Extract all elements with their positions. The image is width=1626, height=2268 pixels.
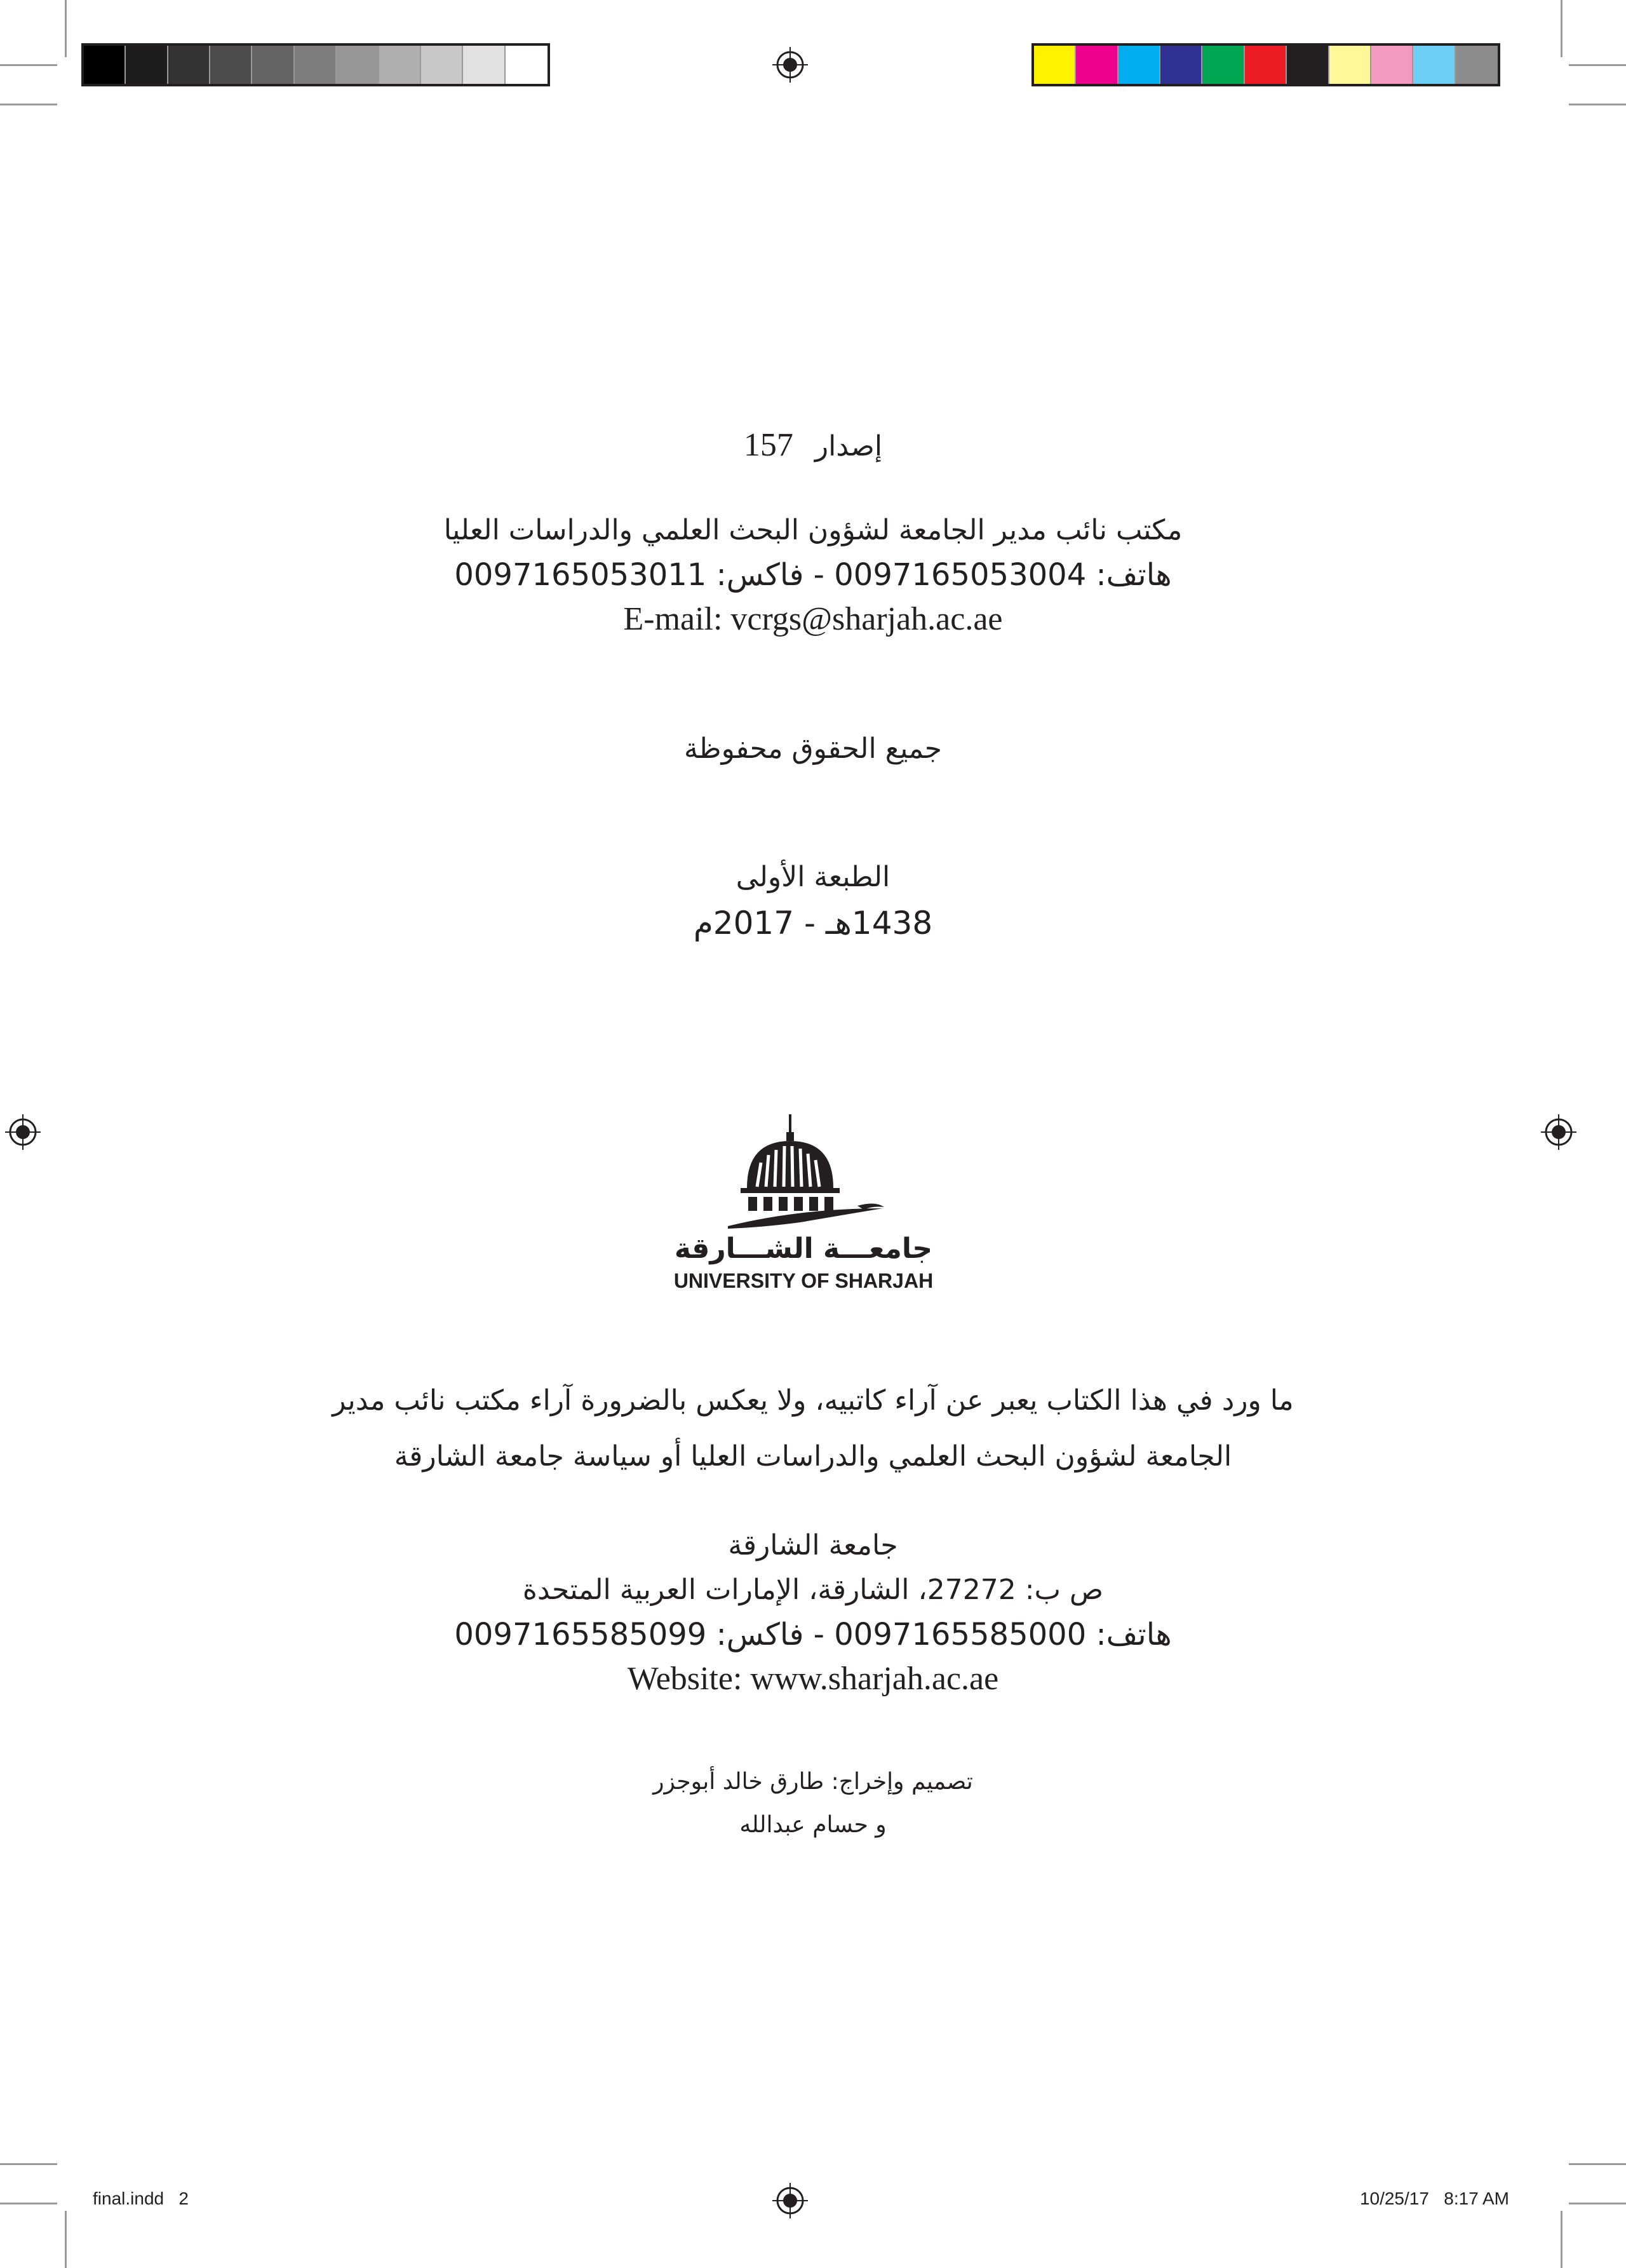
crop-mark-bottom-left-h (0, 2163, 57, 2165)
university-logo (654, 1113, 972, 1304)
crop-mark-top-right-h2 (1569, 104, 1626, 105)
crop-mark-top-right-v (1561, 0, 1562, 57)
disclaimer-line-2: الجامعة لشؤون البحث العلمي والدراسات العليا أو سياسة جامعة الشارقة (394, 1440, 1232, 1473)
office-phone-fax: هاتف: 0097165053004 - فاكس: 0097165053011 (454, 557, 1172, 593)
gray-swatch-1 (84, 46, 126, 84)
color-swatch-5 (1202, 46, 1244, 84)
color-swatch-bar (1031, 43, 1500, 86)
color-swatch-10 (1413, 46, 1455, 84)
logo-arabic-name: جامعـــة الشـــارقة (674, 1232, 933, 1265)
gray-swatch-2 (126, 46, 168, 84)
issue-line (0, 423, 1626, 469)
issue-label: إصدار (814, 430, 883, 462)
gray-swatch-9 (421, 46, 463, 84)
gray-swatch-11 (506, 46, 548, 84)
color-swatch-9 (1371, 46, 1413, 84)
university-pobox: ص ب: 27272، الشارقة، الإمارات العربية المتحدة (522, 1574, 1104, 1606)
gray-swatch-7 (337, 46, 379, 84)
registration-mark-right-icon (1541, 1114, 1576, 1150)
registration-mark-top-icon (772, 47, 808, 83)
university-name: جامعة الشارقة (728, 1529, 898, 1562)
office-name: مكتب نائب مدير الجامعة لشؤون البحث العلمي والدراسات العليا (443, 514, 1183, 546)
gray-swatch-4 (210, 46, 252, 84)
gray-swatch-3 (168, 46, 210, 84)
color-swatch-2 (1076, 46, 1118, 84)
slug-filename: final.indd 2 (93, 2189, 189, 2208)
color-swatch-7 (1287, 46, 1329, 84)
crop-mark-bottom-right-h2 (1569, 2203, 1626, 2204)
color-swatch-1 (1034, 46, 1076, 84)
crop-mark-bottom-right-v (1561, 2211, 1562, 2268)
university-phone-fax: هاتف: 0097165585000 - فاكس: 0097165585099 (454, 1617, 1172, 1652)
crop-mark-top-left-h2 (0, 104, 57, 105)
rights-reserved: جميع الحقوق محفوظة (683, 732, 943, 765)
crop-mark-top-right-h (1569, 64, 1626, 66)
logo-english-name: UNIVERSITY OF SHARJAH (673, 1269, 934, 1292)
edition-title: الطبعة الأولى (736, 861, 890, 893)
crop-mark-top-left-h (0, 64, 57, 66)
edition-date: 1438هـ - 2017م (693, 905, 933, 942)
slug-timestamp: 10/25/17 8:17 AM (1359, 2189, 1509, 2208)
color-swatch-6 (1245, 46, 1287, 84)
dome-icon (654, 1113, 972, 1234)
gray-swatch-8 (379, 46, 421, 84)
crop-mark-bottom-right-h (1569, 2163, 1626, 2165)
crop-mark-bottom-left-h2 (0, 2203, 57, 2204)
crop-mark-bottom-left-v (65, 2211, 67, 2268)
color-swatch-11 (1456, 46, 1498, 84)
gray-swatch-6 (295, 46, 337, 84)
credits-line-1: تصميم وإخراج: طارق خالد أبوجزر (653, 1769, 973, 1795)
color-swatch-8 (1329, 46, 1371, 84)
credits-line-2: و حسام عبدالله (739, 1812, 887, 1838)
grayscale-bar (81, 43, 550, 86)
crop-mark-top-left-v (65, 0, 67, 57)
color-swatch-3 (1119, 46, 1160, 84)
registration-mark-left-icon (5, 1114, 41, 1150)
university-website: Website: www.sharjah.ac.ae (627, 1661, 999, 1697)
gray-swatch-5 (252, 46, 294, 84)
office-email: E-mail: vcrgs@sharjah.ac.ae (623, 601, 1003, 637)
registration-mark-bottom-icon (772, 2183, 808, 2218)
color-swatch-4 (1160, 46, 1202, 84)
issue-number: 157 (743, 427, 793, 463)
disclaimer-line-1: ما ورد في هذا الكتاب يعبر عن آراء كاتبيه، ولا يعكس بالضرورة آراء مكتب نائب مدير (332, 1384, 1294, 1417)
gray-swatch-10 (463, 46, 505, 84)
